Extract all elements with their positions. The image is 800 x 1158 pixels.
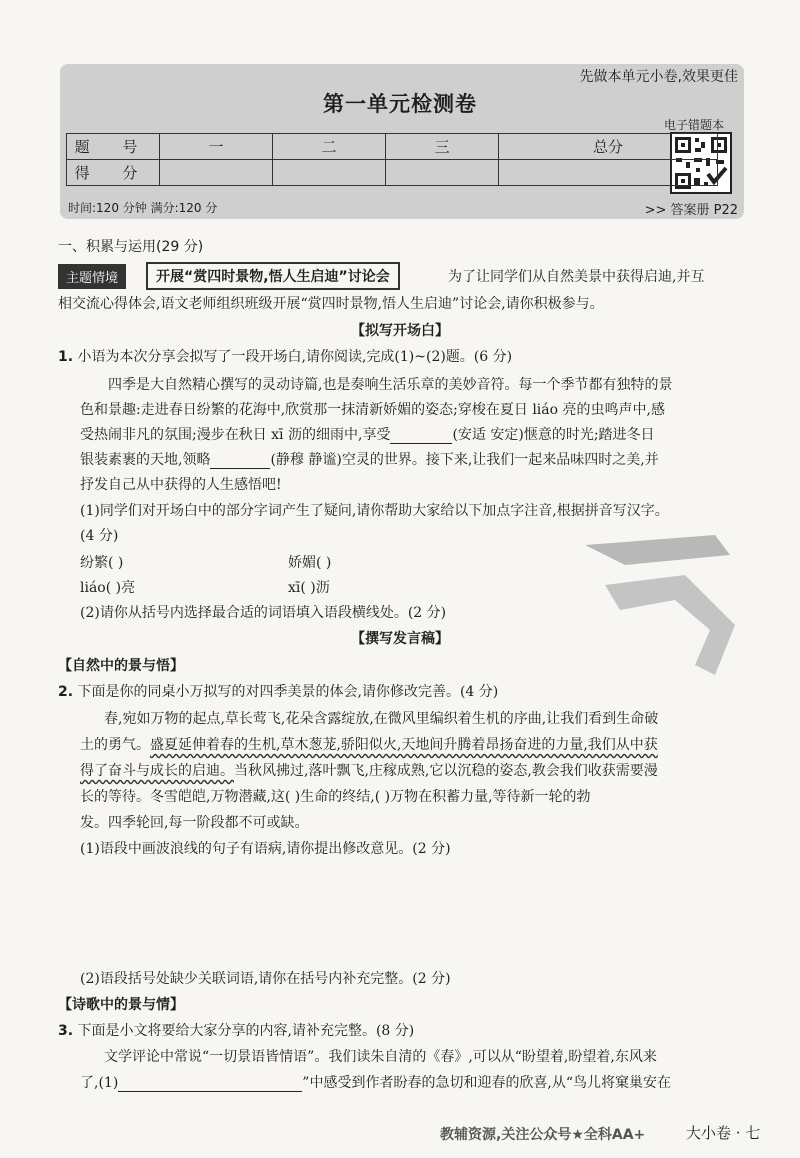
question-number: 3. [58,1023,74,1039]
theme-tag: 主题情境 [58,264,126,289]
score-table-score-row [67,160,718,186]
score-cell-header: 三 [386,134,499,160]
score-cell-label: 得 分 [67,160,160,186]
question-text: 下面是你的同桌小万拟写的对四季美景的体会,请你修改完善。(4 分) [77,684,499,700]
sub-question: (4 分) [80,528,119,544]
answer-reference: >> 答案册 P22 [644,203,738,218]
passage-line: 长的等待。冬雪皑皑,万物潜藏,这( )生命的终结,( )万物在积蓄力量,等待新一轮的勃 [80,789,591,805]
answer-slot[interactable]: liáo( )亮 [80,580,136,596]
passage-text: 受热闹非凡的氛围;漫步在秋日 xī 沥的细雨中,享受 [80,427,391,443]
score-cell-header: 总分 [499,134,718,160]
intro-text: 相交流心得体会,语文老师组织班级开展“赏四时景物,悟人生启迪”讨论会,请你积极参与。 [58,296,604,312]
question-3-stem [58,1020,414,1040]
question-number: 2. [58,684,74,700]
sub-heading: 【自然中的景与悟】 [58,658,184,674]
answer-slot[interactable]: xī( )沥 [288,580,330,596]
answer-slot[interactable]: 娇媚( ) [288,555,332,571]
passage-text: (静穆 静谧)空灵的世界。接下来,让我们一起来品味四时之美,并 [270,452,659,468]
score-table [66,133,718,186]
page-title: 第一单元检测卷 [323,92,477,116]
score-cell-input[interactable] [160,160,273,186]
passage-line [80,1072,671,1092]
theme-title: 开展“赏四时景物,悟人生启迪”讨论会 [146,262,400,290]
top-note: 先做本单元小卷,效果更佳 [579,69,738,85]
watermark-logo [565,515,755,685]
passage-line: 色和景趣:走进春日纷繁的花海中,欣赏那一抹清新娇媚的姿态;穿梭在夏日 liáo 亮的虫鸣声中,感 [80,402,665,418]
part-heading: 【拟写开场白】 [351,323,449,339]
sub-heading: 【诗歌中的景与情】 [58,997,184,1013]
question-number: 1. [58,349,74,365]
passage-line: 文学评论中常说“一切景语皆情语”。我们读朱自清的《春》,可以从“盼望着,盼望着,东风来 [104,1049,657,1065]
passage-line: 发。四季轮回,每一阶段都不可或缺。 [80,815,309,831]
score-cell-header: 二 [273,134,386,160]
page-number: 大小卷 · 七 [686,1124,761,1142]
passage-line [80,424,655,444]
score-table-header-row [67,134,718,160]
sub-question: (1)语段中画波浪线的句子有语病,请你提出修改意见。(2 分) [80,841,451,857]
passage-text: (安适 安定)惬意的时光;踏进冬日 [452,427,655,443]
passage-text: 土的勇气。 [80,737,150,753]
fill-blank[interactable] [210,452,270,469]
footer-promo: 教辅资源,关注公众号★全科AA+ [440,1127,646,1143]
intro-text: 为了让同学们从自然美景中获得启迪,并互 [448,269,705,285]
exam-meta: 时间:120 分钟 满分:120 分 [68,201,218,215]
score-cell-input[interactable] [499,160,718,186]
score-cell-input[interactable] [386,160,499,186]
passage-text: 了,(1) [80,1075,119,1091]
passage-text: 银装素裹的天地,领略 [80,452,211,468]
fill-blank[interactable] [118,1075,302,1092]
sub-question: (2)语段括号处缺少关联词语,请你在括号内补充完整。(2 分) [80,971,451,987]
passage-line [80,760,658,780]
sub-question: (2)请你从括号内选择最合适的词语填入语段横线处。(2 分) [80,605,447,621]
passage-line: 春,宛如万物的起点,草长莺飞,花朵含露绽放,在微风里编织着生机的序曲,让我们看到生命破 [104,711,659,727]
passage-line [80,449,659,469]
passage-line [80,734,658,754]
qr-label: 电子错题本 [664,118,725,132]
passage-text: 当秋风拂过,落叶飘飞,庄稼成熟,它以沉稳的姿态,教会我们收获需要漫 [234,763,658,779]
question-1-stem [58,346,512,366]
score-cell-label: 题 号 [67,134,160,160]
wavy-underlined-sentence: 得了奋斗与成长的启迪。 [80,763,234,779]
sub-question: (1)同学们对开场白中的部分字词产生了疑问,请你帮助大家给以下加点字注音,根据拼音写汉字。 [80,503,669,519]
part-heading: 【撰写发言稿】 [351,631,449,647]
score-cell-header: 一 [160,134,273,160]
score-cell-input[interactable] [273,160,386,186]
passage-text: ”中感受到作者盼春的急切和迎春的欣喜,从“鸟儿将窠巢安在 [302,1075,672,1091]
wavy-underlined-sentence: 盛夏延伸着春的生机,草木葱茏,骄阳似火,天地间升腾着昂扬奋进的力量,我们从中获 [150,737,658,753]
answer-slot[interactable]: 纷繁( ) [80,555,124,571]
section-heading: 一、积累与运用(29 分) [58,239,204,255]
fill-blank[interactable] [390,427,452,444]
question-2-stem [58,681,498,701]
question-text: 小语为本次分享会拟写了一段开场白,请你阅读,完成(1)~(2)题。(6 分) [77,349,513,365]
question-text: 下面是小文将要给大家分享的内容,请补充完整。(8 分) [77,1023,415,1039]
passage-line: 抒发自己从中获得的人生感悟吧! [80,477,282,493]
passage-line: 四季是大自然精心撰写的灵动诗篇,也是奏响生活乐章的美妙音符。每一个季节都有独特的景 [108,377,673,393]
answer-area[interactable] [80,862,740,962]
